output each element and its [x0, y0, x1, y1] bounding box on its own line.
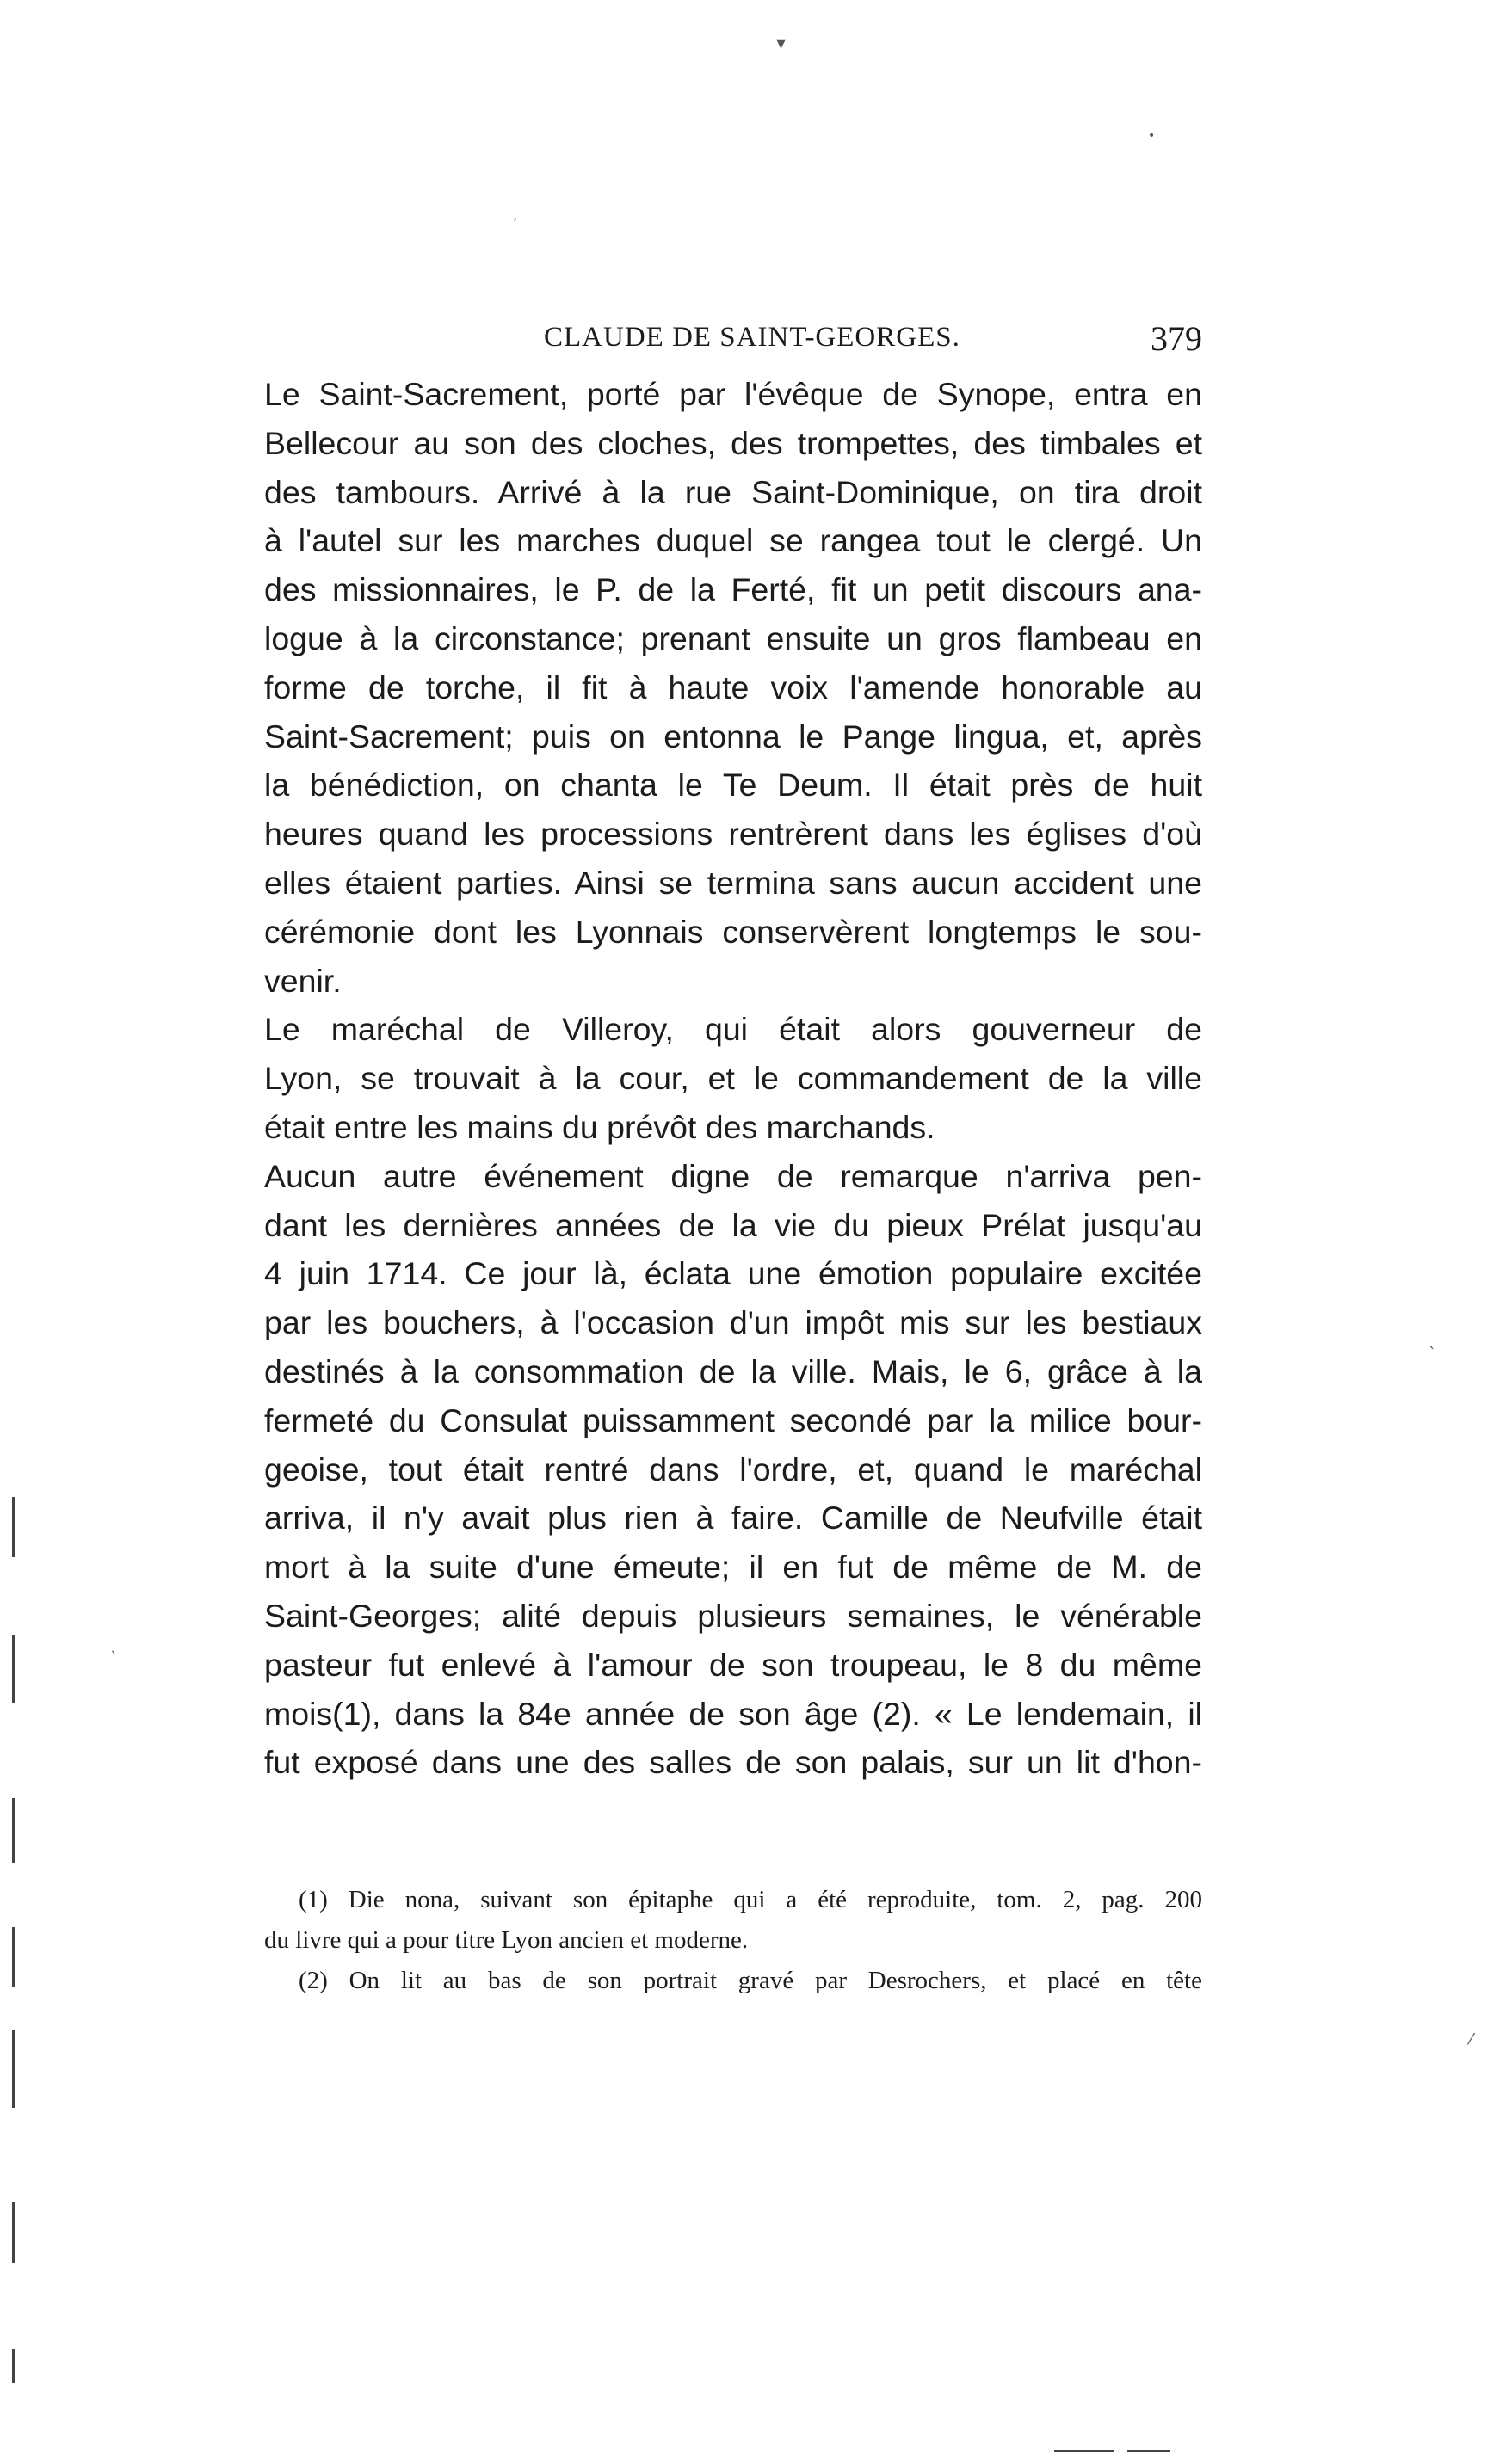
text-line: par les bouchers, à l'occasion d'un impôt mis sur les bestiaux — [264, 1304, 1202, 1341]
text-line: pasteur fut enlevé à l'amour de son troupeau, le 8 du même — [264, 1646, 1202, 1683]
scan-mark — [1127, 2450, 1170, 2452]
scan-speck: ʼ — [513, 215, 518, 231]
scan-speck: • — [1148, 129, 1156, 143]
text-line: elles étaient parties. Ainsi se termina sans aucun accident une — [264, 864, 1202, 901]
text-line: Saint-Georges; alité depuis plusieurs semaines, le vénérable — [264, 1597, 1202, 1634]
text-line: à l'autel sur les marches duquel se rangea tout le clergé. Un — [264, 522, 1202, 559]
text-line: fut exposé dans une des salles de son palais, sur un lit d'hon- — [264, 1744, 1202, 1781]
text-line: Le maréchal de Villeroy, qui était alors gouverneur de — [264, 1011, 1202, 1048]
text-line: fermeté du Consulat puissamment secondé par la milice bour- — [264, 1401, 1202, 1438]
text-line: Saint-Sacrement; puis on entonna le Pange lingua, et, après — [264, 718, 1202, 755]
text-line: heures quand les processions rentrèrent dans les églises d'où — [264, 816, 1202, 853]
text-line: Le Saint-Sacrement, porté par l'évêque de Synope, entra en — [264, 376, 1202, 412]
footnote-line: (2) On lit au bas de son portrait gravé par Desrochers, et placé en tête — [299, 1967, 1202, 1994]
text-line: des missionnaires, le P. de la Ferté, fit un petit discours ana- — [264, 571, 1202, 608]
page-number: 379 — [1151, 319, 1202, 358]
text-line: Bellecour au son des cloches, des trompettes, des timbales et — [264, 424, 1202, 461]
scan-mark — [12, 2349, 15, 2383]
text-line: Lyon, se trouvait à la cour, et le commandement de la ville — [264, 1060, 1202, 1097]
text-line: logue à la circonstance; prenant ensuite un gros flambeau en — [264, 619, 1202, 656]
scan-speck: ˎ — [110, 1636, 118, 1654]
scan-mark — [12, 1927, 15, 1987]
scan-speck: ˎ — [1429, 1332, 1436, 1350]
footnotes — [264, 1880, 1202, 2001]
text-line: geoise, tout était rentré dans l'ordre, et, quand le maréchal — [264, 1451, 1202, 1488]
body-text — [264, 370, 1202, 1787]
footnote-line: (1) Die nona, suivant son épitaphe qui a été reproduite, tom. 2, pag. 200 — [299, 1886, 1202, 1913]
text-line: venir. — [264, 962, 342, 999]
text-line: arriva, il n'y avait plus rien à faire. Camille de Neufville était — [264, 1500, 1202, 1537]
running-head — [264, 318, 1202, 361]
text-line: la bénédiction, on chanta le Te Deum. Il était près de huit — [264, 767, 1202, 804]
footnote-line: du livre qui a pour titre Lyon ancien et moderne. — [264, 1926, 749, 1954]
text-line: cérémonie dont les Lyonnais conservèrent longtemps le sou- — [264, 913, 1202, 950]
text-line: mois(1), dans la 84e année de son âge (2). « Le lendemain, il — [264, 1695, 1202, 1732]
text-line: mort à la suite d'une émeute; il en fut de même de M. de — [264, 1549, 1202, 1586]
text-line: Aucun autre événement digne de remarque n'arriva pen- — [264, 1157, 1202, 1194]
text-line: destinés à la consommation de la ville. Mais, le 6, grâce à la — [264, 1352, 1202, 1389]
text-line: dant les dernières années de la vie du pieux Prélat jusqu'au — [264, 1206, 1202, 1243]
scan-speck: ⁄ — [1470, 2030, 1473, 2048]
text-line: était entre les mains du prévôt des marchands. — [264, 1108, 935, 1145]
scan-speck: ▾ — [776, 33, 787, 54]
text-line: 4 juin 1714. Ce jour là, éclata une émotion populaire excitée — [264, 1255, 1202, 1292]
scan-mark — [12, 1635, 15, 1703]
scan-mark — [12, 2202, 15, 2263]
text-line: forme de torche, il fit à haute voix l'amende honorable au — [264, 668, 1202, 705]
scan-mark — [12, 1798, 15, 1863]
scan-mark — [1054, 2450, 1114, 2452]
text-line: des tambours. Arrivé à la rue Saint-Dominique, on tira droit — [264, 473, 1202, 510]
scan-mark — [12, 1497, 15, 1557]
running-title: CLAUDE DE SAINT-GEORGES. — [544, 322, 960, 353]
scan-mark — [12, 2030, 15, 2108]
